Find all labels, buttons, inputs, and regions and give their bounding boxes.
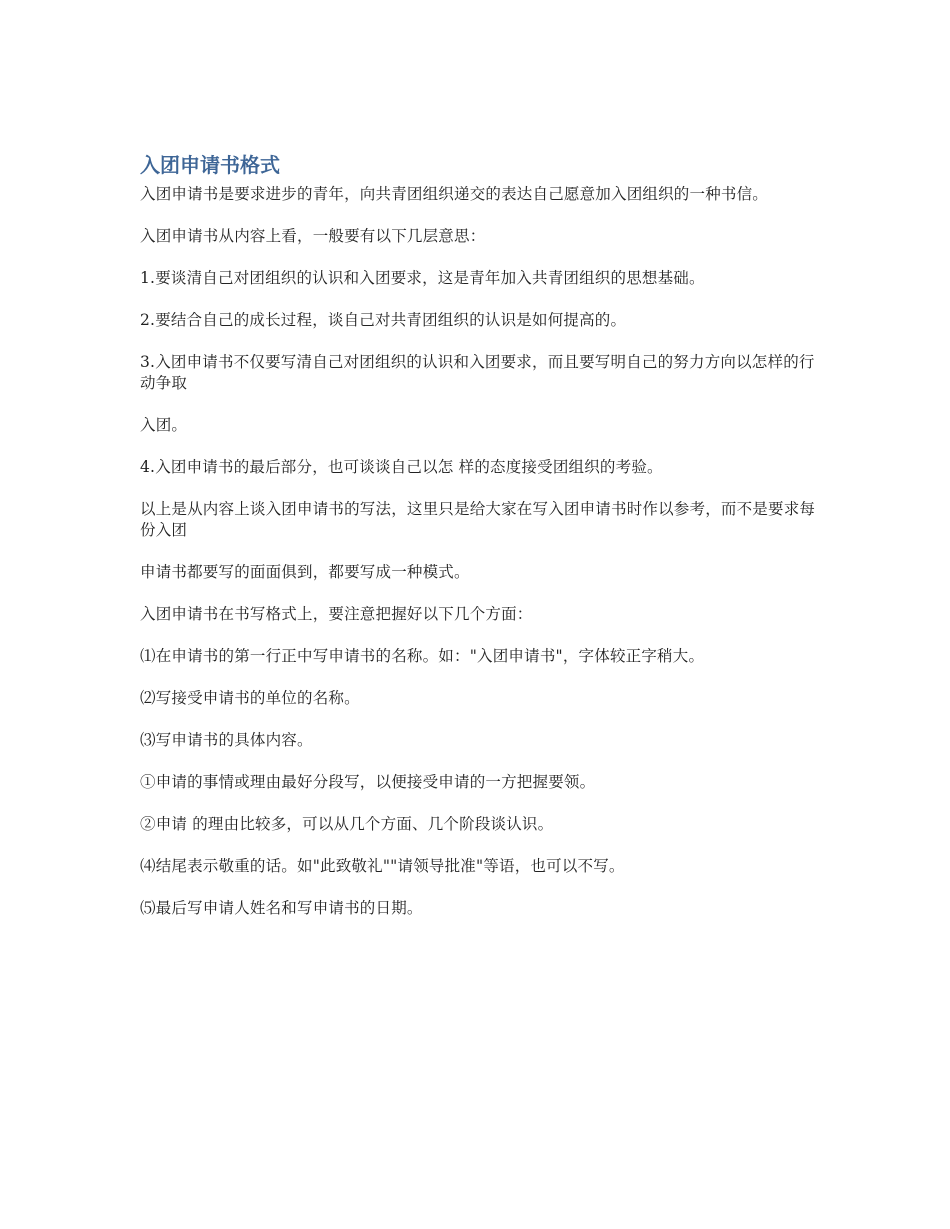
paragraph-format-overview: 入团申请书在书写格式上，要注意把握好以下几个方面：	[140, 605, 533, 623]
paragraph-content-overview: 入团申请书从内容上看，一般要有以下几层意思：	[140, 227, 486, 245]
paragraph-format-2: ⑵写接受申请书的单位的名称。	[140, 689, 360, 707]
paragraph-summary-continued: 申请书都要写的面面俱到，都要写成一种模式。	[140, 563, 470, 581]
paragraph-point-2: 2.要结合自己的成长过程，谈自己对共青团组织的认识是如何提高的。	[140, 311, 627, 329]
paragraph-format-3-sub-2: ②申请 的理由比较多，可以从几个方面、几个阶段谈认识。	[140, 815, 554, 833]
document-page	[140, 152, 820, 940]
paragraph-point-3-continued: 入团。	[140, 416, 188, 434]
paragraph-format-3: ⑶写申请书的具体内容。	[140, 731, 313, 749]
paragraph-point-1: 1.要谈清自己对团组织的认识和入团要求，这是青年加入共青团组织的思想基础。	[140, 269, 705, 287]
paragraph-format-1: ⑴在申请书的第一行正中写申请书的名称。如："入团申请书"，字体较正字稍大。	[140, 647, 705, 665]
paragraph-format-3-sub-1: ①申请的事情或理由最好分段写，以便接受申请的一方把握要领。	[140, 773, 596, 791]
paragraph-point-3: 3.入团申请书不仅要写清自己对团组织的认识和入团要求，而且要写明自己的努力方向以怎样的行动争取	[140, 353, 815, 392]
document-title: 入团申请书格式	[140, 153, 280, 177]
paragraph-intro: 入团申请书是要求进步的青年，向共青团组织递交的表达自己愿意加入团组织的一种书信。	[140, 185, 769, 203]
paragraph-format-5: ⑸最后写申请人姓名和写申请书的日期。	[140, 899, 423, 917]
paragraph-point-4: 4.入团申请书的最后部分，也可谈谈自己以怎 样的态度接受团组织的考验。	[140, 458, 663, 476]
paragraph-summary: 以上是从内容上谈入团申请书的写法，这里只是给大家在写入团申请书时作以参考，而不是要求每份入团	[140, 500, 816, 539]
paragraph-format-4: ⑷结尾表示敬重的话。如"此致敬礼""请领导批准"等语，也可以不写。	[140, 857, 625, 875]
